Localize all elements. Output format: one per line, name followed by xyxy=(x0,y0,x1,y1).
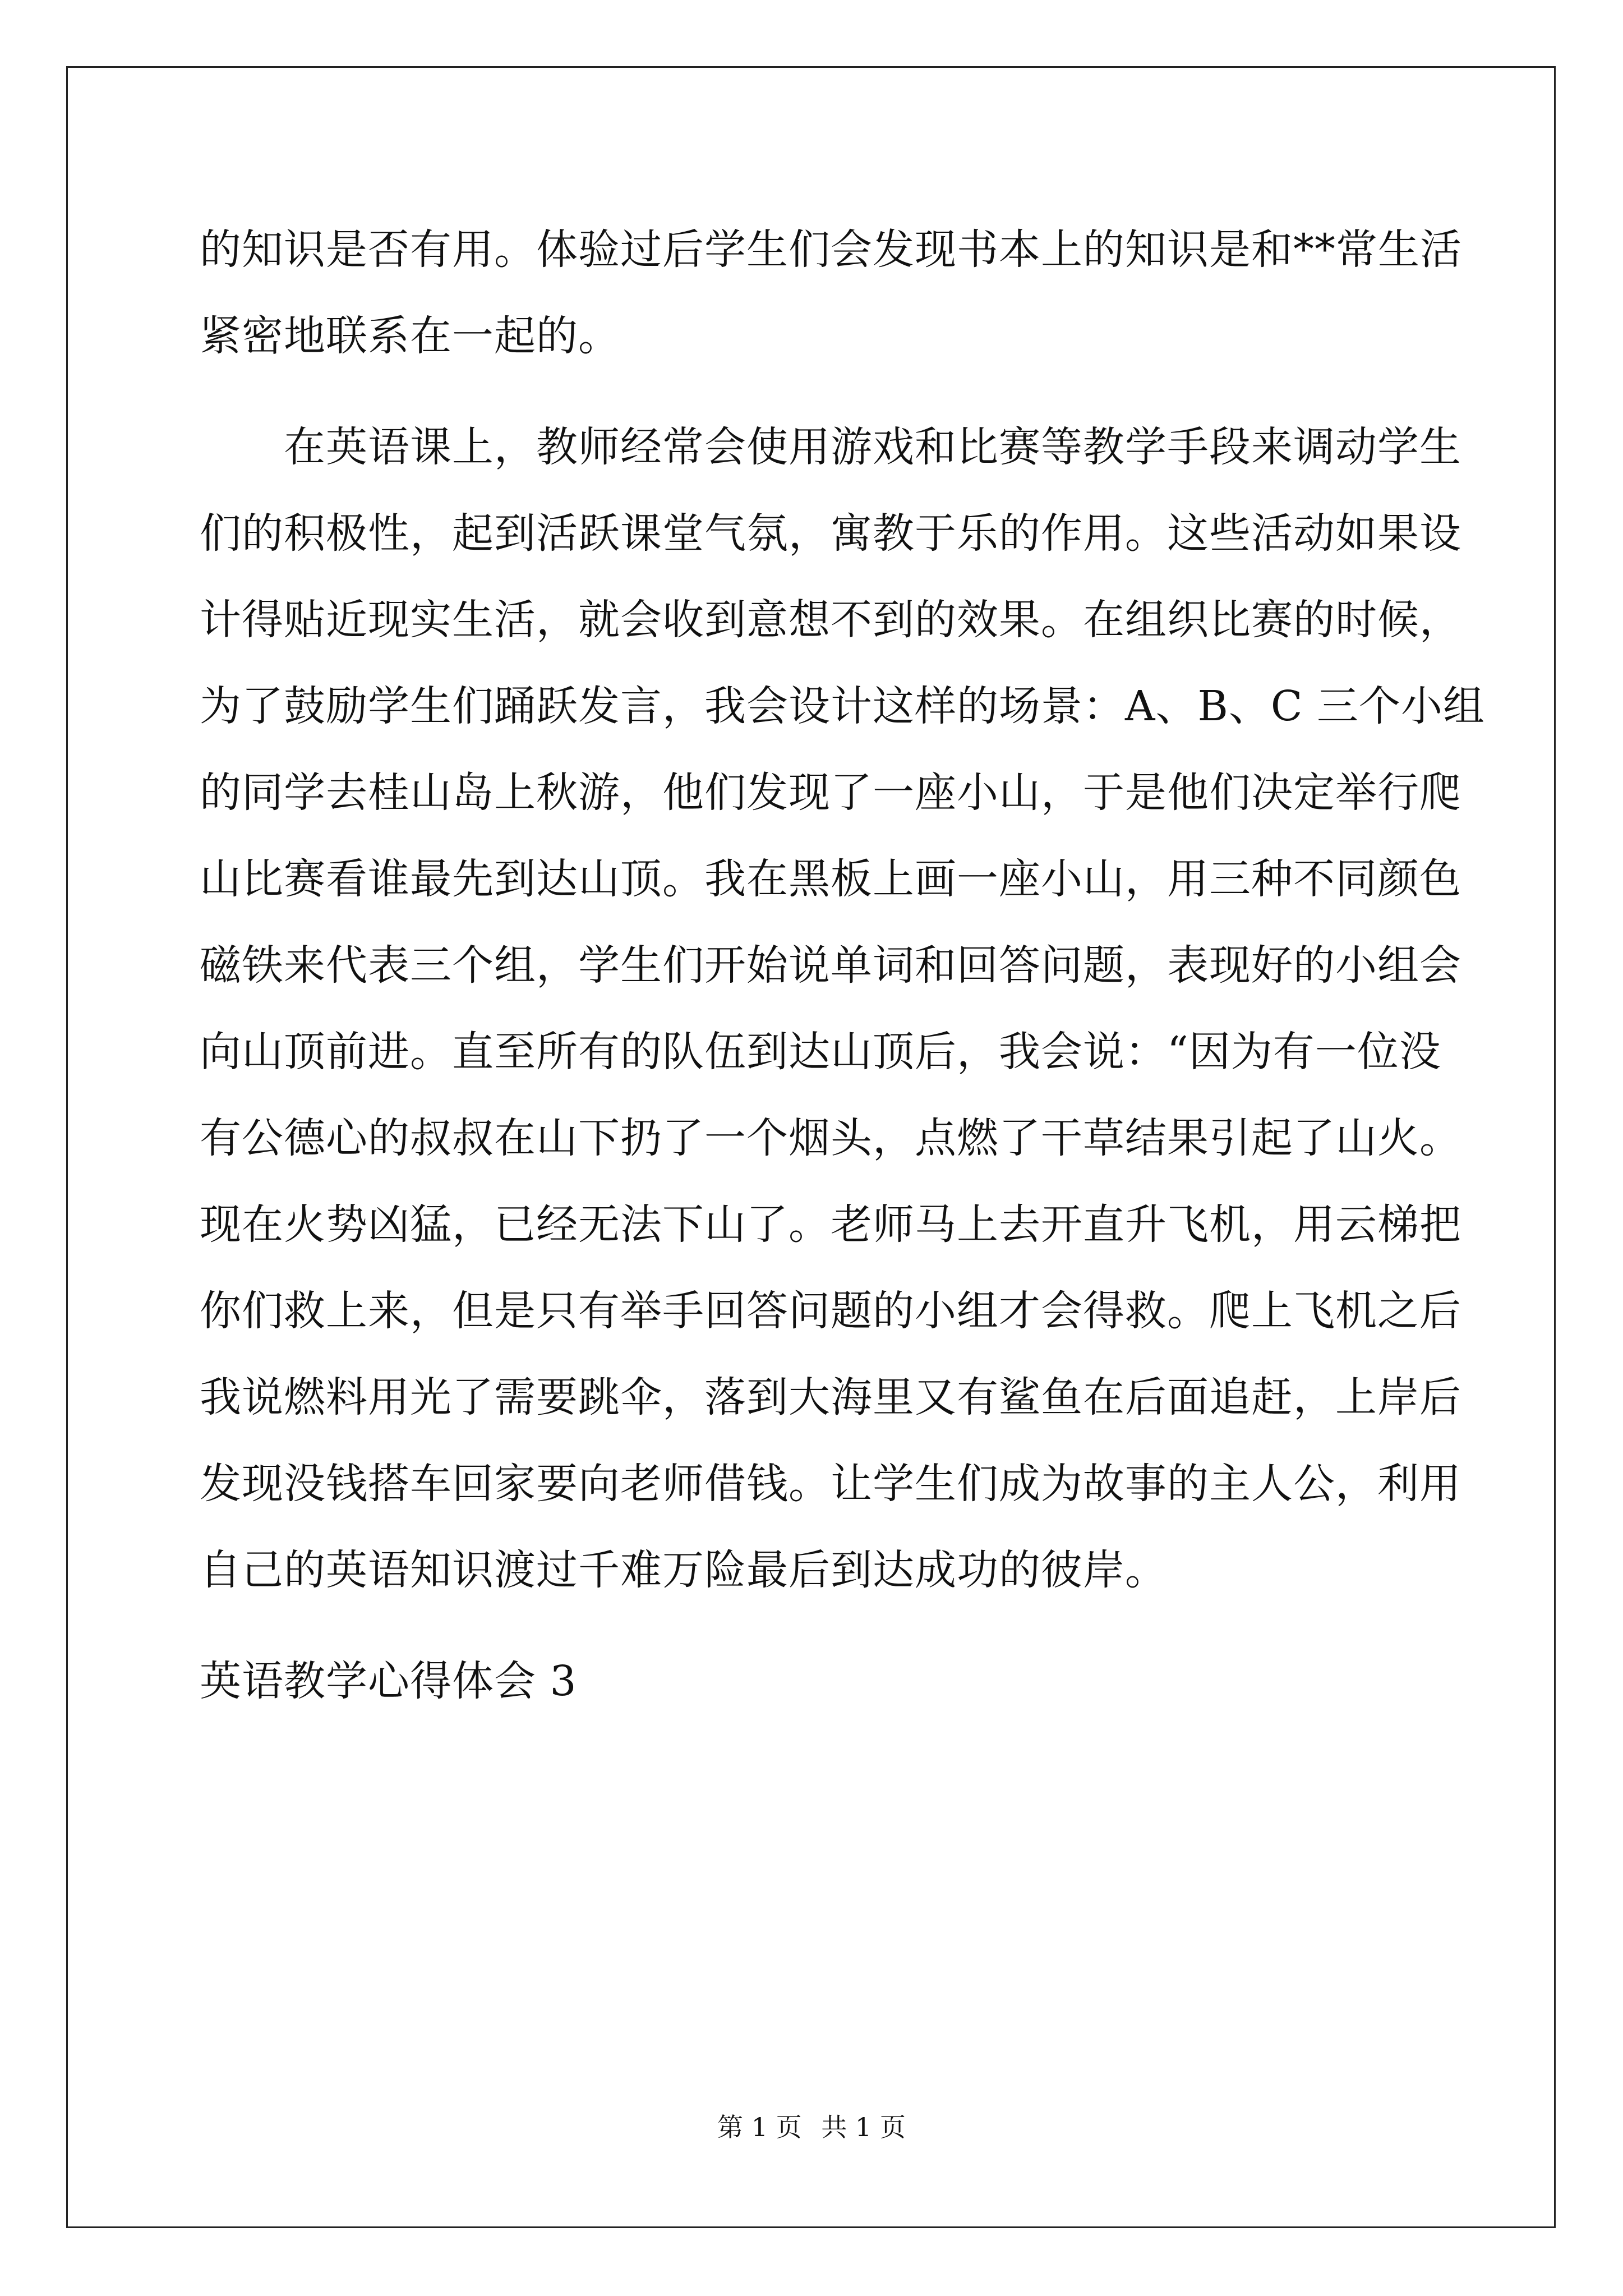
page-total: 共 1 页 xyxy=(821,2112,906,2142)
page-footer xyxy=(0,2110,1623,2144)
text-line: 紧密地联系在一起的。 xyxy=(200,312,620,360)
text-line: 现在火势凶猛，已经无法下山了。老师马上去开直升飞机，用云梯把 xyxy=(200,1200,1461,1249)
text-line: 向山顶前进。直至所有的队伍到达山顶后，我会说：“因为有一位没 xyxy=(200,1028,1441,1076)
text-line: 磁铁来代表三个组，学生们开始说单词和回答问题，表现好的小组会 xyxy=(200,941,1461,990)
document-body xyxy=(200,206,1485,1724)
text-line: 为了鼓励学生们踊跃发言，我会设计这样的场景：A、B、C 三个小组 xyxy=(200,682,1485,730)
section-heading: 英语教学心得体会 3 xyxy=(200,1657,577,1705)
text-line: 自己的英语知识渡过千难万险最后到达成功的彼岸。 xyxy=(200,1546,1167,1594)
text-line: 我说燃料用光了需要跳伞，落到大海里又有鲨鱼在后面追赶，上岸后 xyxy=(200,1373,1461,1421)
text-line: 你们救上来，但是只有举手回答问题的小组才会得救。爬上飞机之后 xyxy=(200,1287,1461,1335)
text-line: 有公德心的叔叔在山下扔了一个烟头，点燃了干草结果引起了山火。 xyxy=(200,1114,1461,1162)
text-line: 的知识是否有用。体验过后学生们会发现书本上的知识是和**常生活 xyxy=(200,226,1462,274)
text-line: 在英语课上，教师经常会使用游戏和比赛等教学手段来调动学生 xyxy=(284,423,1461,471)
page-number: 第 1 页 xyxy=(717,2112,802,2142)
text-line: 的同学去桂山岛上秋游，他们发现了一座小山，于是他们决定举行爬 xyxy=(200,769,1461,817)
text-line: 们的积极性，起到活跃课堂气氛，寓教于乐的作用。这些活动如果设 xyxy=(200,509,1461,558)
text-line: 山比赛看谁最先到达山顶。我在黑板上画一座小山，用三种不同颜色 xyxy=(200,855,1461,903)
text-line: 计得贴近现实生活，就会收到意想不到的效果。在组织比赛的时候， xyxy=(200,596,1461,644)
text-line: 发现没钱搭车回家要向老师借钱。让学生们成为故事的主人公，利用 xyxy=(200,1460,1461,1508)
